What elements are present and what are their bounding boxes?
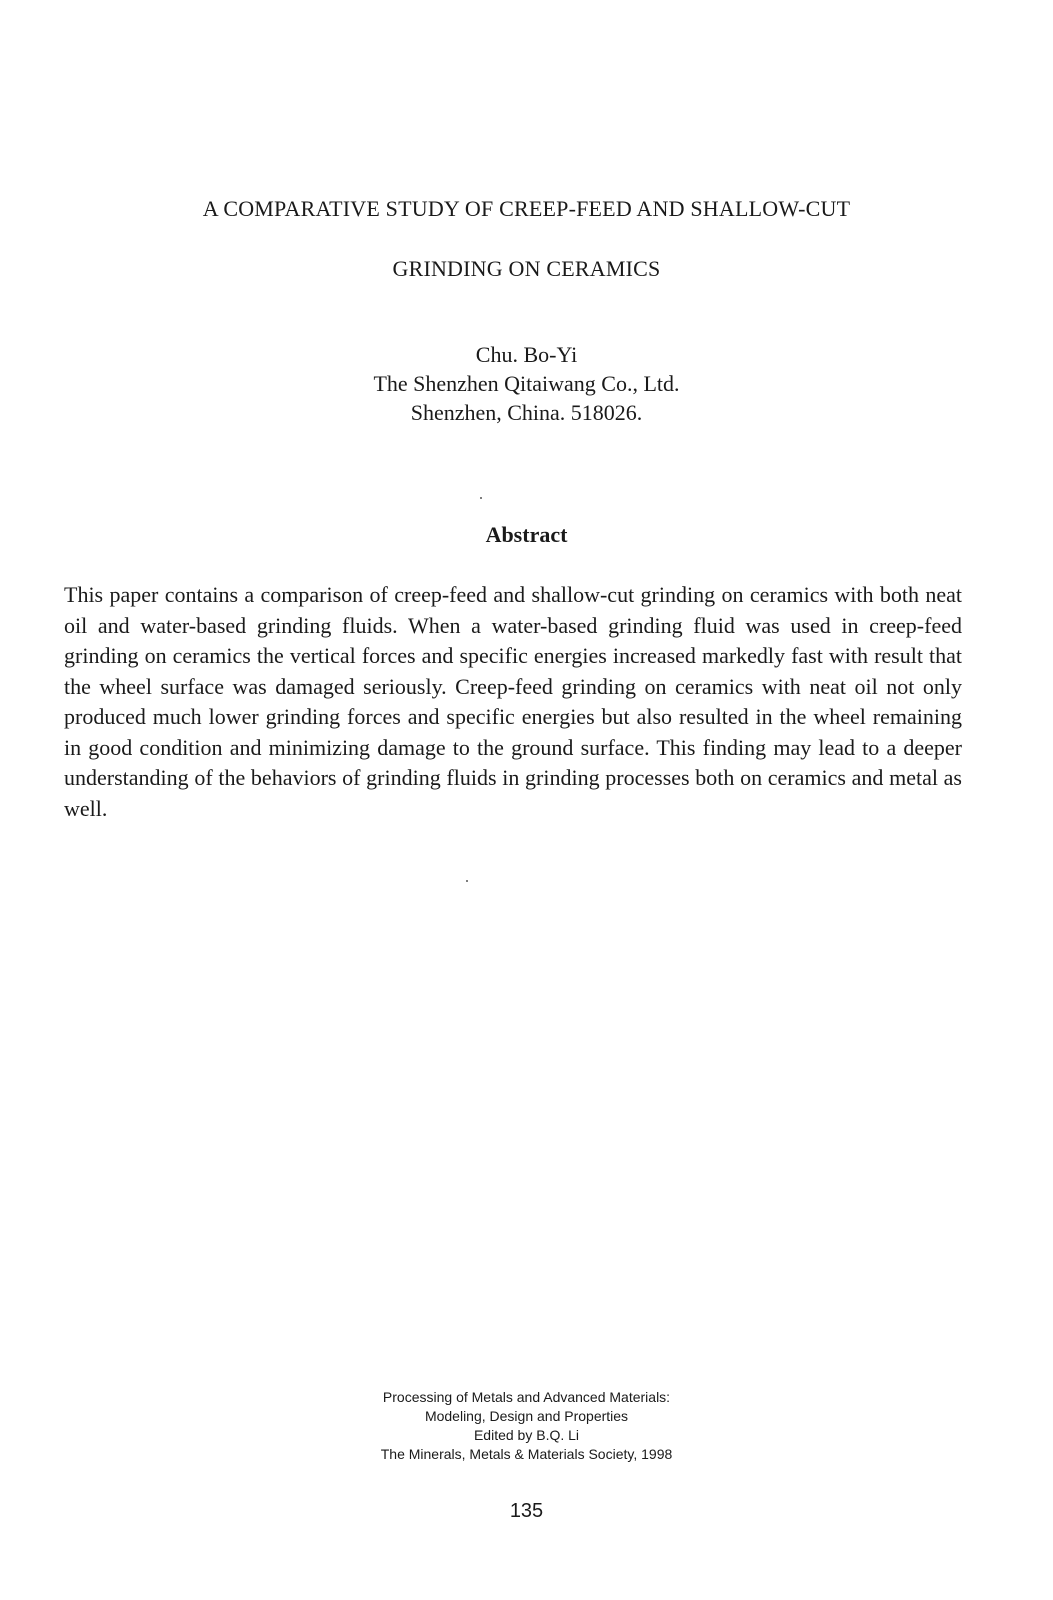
footer-line-1: Processing of Metals and Advanced Materials:: [382, 1389, 671, 1405]
abstract-heading: Abstract: [485, 522, 568, 547]
scan-speck: [466, 880, 468, 882]
author-block: [0, 340, 1053, 427]
footer-line-3: Edited by B.Q. Li: [473, 1427, 580, 1443]
author-affiliation: The Shenzhen Qitaiwang Co., Ltd.: [373, 371, 680, 396]
author-name: Chu. Bo-Yi: [475, 342, 578, 367]
title-line-2: GRINDING ON CERAMICS: [392, 256, 661, 281]
title-line-1: A COMPARATIVE STUDY OF CREEP-FEED AND SHALLOW-CUT: [202, 196, 851, 221]
publication-footer: [0, 1388, 1053, 1464]
footer-line-2: Modeling, Design and Properties: [424, 1408, 629, 1424]
abstract-body: This paper contains a comparison of creep-feed and shallow-cut grinding on ceramics with both neat oil and water-based grinding fluids. When a water-based grinding fluid was used in creep-feed grinding on ceramics the vertical forces and specific energies increased markedly fast with result that the wheel surface was damaged seriously. Creep-feed grinding on ceramics with neat oil not only produced much lower grinding forces and specific energies but also resulted in the wheel remaining in good condition and minimizing damage to the ground surface. This finding may lead to a deeper understanding of the behaviors of grinding fluids in grinding processes both on ceramics and metal as well.: [64, 582, 962, 821]
author-address: Shenzhen, China. 518026.: [410, 400, 643, 425]
scan-speck: [480, 497, 482, 499]
page-number: 135: [509, 1500, 544, 1522]
footer-line-4: The Minerals, Metals & Materials Society, 1998: [380, 1446, 673, 1462]
